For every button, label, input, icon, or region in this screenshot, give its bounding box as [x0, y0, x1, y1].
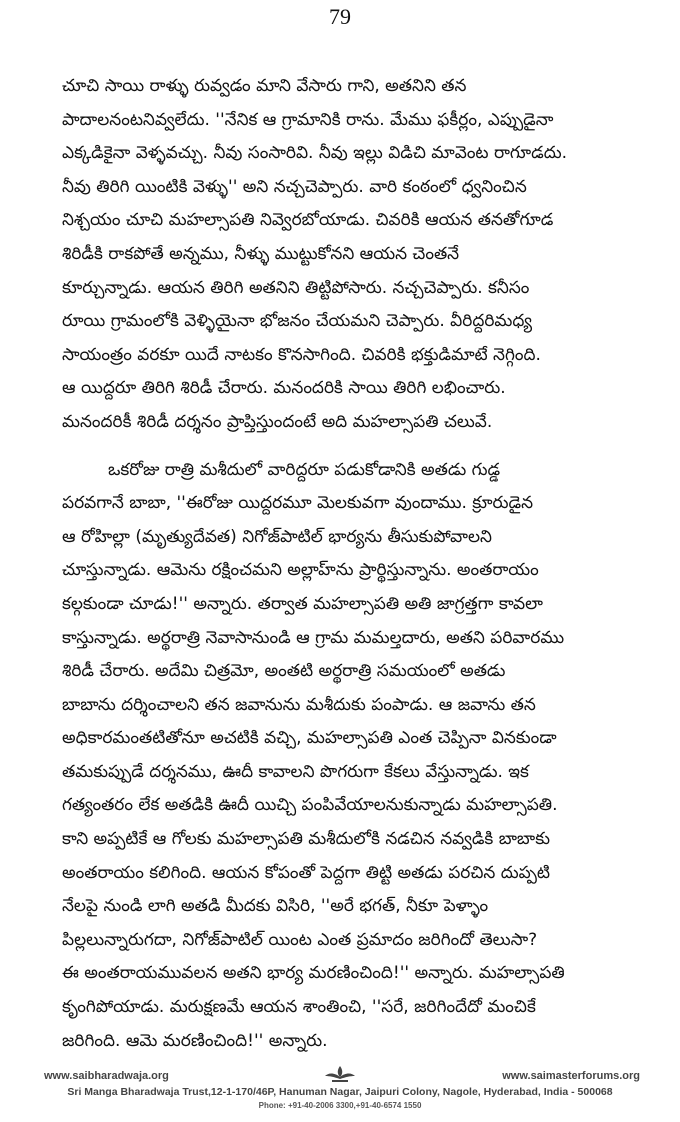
text-line: పరవగానే బాబా, ''ఈరోజు యిద్దరమూ మెలకువగా వుందాము. క్రూరుడైన: [62, 493, 534, 514]
text-line: సాయంత్రం వరకూ యిదే నాటకం కొనసాగింది. చివరికి భక్తుడిమాటే నెగ్గింది.: [62, 344, 541, 365]
text-line: గత్యంతరం లేక అతడికి ఊదీ యిచ్చి పంపివేయాలనుకున్నాడు మహల్సాపతి.: [62, 795, 558, 816]
text-line: చూచి సాయి రాళ్ళు రువ్వడం మాని వేసారు గాని, అతనిని తన: [62, 76, 467, 96]
text-line: పిల్లలున్నారుగదా, నిగోజ్‌పాటిల్ యింట ఎంత ప్రమాదం జరిగిందో తెలుసా?: [62, 929, 538, 950]
text-line: మనందరికీ శిరిడీ దర్శనం ప్రాప్తిస్తుందంటే అది మహల్సాపతి చలువే.: [62, 411, 493, 432]
text-line: జరిగింది. ఆమె మరణించింది!'' అన్నారు.: [62, 1030, 328, 1051]
footer-phone: Phone: +91-40-2006 3300,+91-40-6574 1550: [258, 1101, 422, 1110]
text-line: తమకుప్పుడే దర్శనము, ఊదీ కావాలని పొగరుగా కేకలు వేస్తున్నాడు. ఇక: [62, 761, 529, 782]
text-line: నీవు తిరిగి యింటికి వెళ్ళు'' అని నచ్చచెప్పారు. వారి కంఠంలో ధ్వనించిన: [62, 176, 527, 197]
text-line: శిరిడీ చేరారు. అదేమి చిత్రమో, అంతటి అర్థరాత్రి సమయంలో అతడు: [62, 661, 506, 682]
paragraph-1: [62, 70, 628, 440]
footer-left-url[interactable]: www.saibharadwaja.org: [44, 1070, 169, 1082]
text-line: చూస్తున్నాడు. ఆమెను రక్షించమని అల్లాహ్‌ను ప్రార్థిస్తున్నాను. అంతరాయం: [62, 560, 539, 581]
trust-emblem-icon: [322, 1064, 358, 1086]
footer-right-url[interactable]: www.saimasterforums.org: [502, 1070, 640, 1082]
text-line: రూయి గ్రామంలోకి వెళ్ళియైనా భోజనం చేయమని చెప్పారు. వీరిద్దరిమధ్య: [62, 311, 533, 332]
text-line: నేలపై నుండి లాగి అతడి మీదకు విసిరి, ''అరే భగత్, నీకూ పెళ్ళాం: [62, 896, 489, 917]
text-line: ఆ యిద్దరూ తిరిగి శిరిడీ చేరారు. మనందరికి సాయి తిరిగి లభించారు.: [62, 378, 506, 399]
text-line: అంతరాయం కలిగింది. ఆయన కోపంతో పెద్దగా తిట్టి అతడు పరచిన దుప్పటి: [62, 862, 550, 883]
text-line: కృంగిపోయాడు. మరుక్షణమే ఆయన శాంతించి, ''సరే, జరిగిందేదో మంచికే: [62, 997, 536, 1018]
text-line: బాబాను దర్శించాలని తన జవానును మశీదుకు పంపాడు. ఆ జవాను తన: [62, 694, 536, 715]
page-body: [62, 70, 628, 1058]
text-line: కాస్తున్నాడు. అర్థరాత్రి నెవాసానుండి ఆ గ్రామ మమల్తదారు, అతని పరివారము: [62, 627, 565, 648]
footer-address: Sri Manga Bharadwaja Trust,12-1-170/46P, Hanuman Nagar, Jaipuri Colony, Nagole, Hyderabad, India - 500068: [67, 1086, 613, 1098]
text-line: ఎక్కడికైనా వెళ్ళవచ్చు. నీవు సంసారివి. నీవు ఇల్లు విడిచి మావెంట రాగూడదు.: [62, 143, 568, 164]
page-number: 79: [329, 4, 351, 29]
text-line: ఒకరోజు రాత్రి మశీదులో వారిద్దరూ పడుకోడానికి అతడు గుడ్డ: [108, 459, 501, 480]
text-line: పాదాలనంటనివ్వలేదు. ''నేనిక ఆ గ్రామానికి రాను. మేము ఫకీర్లం, ఎప్పుడైనా: [62, 109, 554, 130]
text-line: శిరిడీకి రాకపోతే అన్నము, నీళ్ళు ముట్టుకోనని ఆయన చెంతనే: [62, 243, 460, 264]
text-line: నిశ్చయం చూచి మహల్సాపతి నివ్వెరబోయాడు. చివరికి ఆయన తనతోగూడ: [62, 210, 554, 231]
text-line: అధికారమంతటితోనూ అచటికి వచ్చి, మహల్సాపతి ఎంత చెప్పినా వినకుండా: [62, 728, 557, 749]
text-line: ఈ అంతరాయమువలన అతని భార్య మరణించింది!'' అన్నారు. మహల్సాపతి: [62, 963, 565, 984]
page-footer: [0, 1070, 680, 1122]
paragraph-2: [62, 454, 628, 1059]
text-line: కాని అప్పటికే ఆ గోలకు మహల్సాపతి మశీదులోకి నడచిన నవ్వడికి బాబాకు: [62, 829, 551, 850]
text-line: కూర్చున్నాడు. ఆయన తిరిగి అతనిని తిట్టిపోసారు. నచ్చచెప్పారు. కనీసం: [62, 277, 530, 298]
text-line: కల్గకుండా చూడు!'' అన్నారు. తర్వాత మహల్సాపతి అతి జాగ్రత్తగా కావలా: [62, 593, 543, 614]
text-line: ఆ రోహిల్లా (మృత్యుదేవత) నిగోజ్‌పాటిల్ భార్యను తీసుకుపోవాలని: [62, 526, 492, 547]
